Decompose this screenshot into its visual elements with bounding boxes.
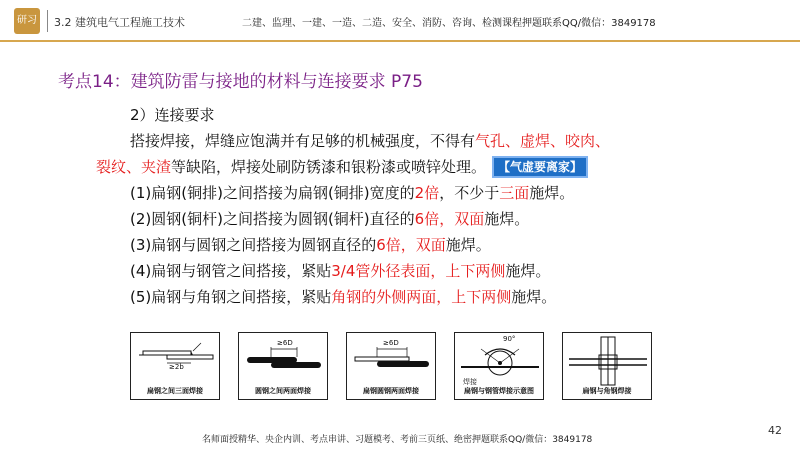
mnemonic-tag: 【气虚要离家】 [492,156,588,178]
diagram-caption: 扁钢与角钢焊接 [582,387,632,395]
header-rule [0,40,800,42]
rule-item-3 [96,232,656,258]
rule-text: 施焊。 [445,236,491,254]
rule-text: 施焊。 [529,184,575,202]
diagram-flat-angle [562,332,652,400]
weld-label: 焊接 [463,378,477,386]
contact-banner: 二建、监理、一建、一造、二造、安全、消防、咨询、检测课程押题联系QQ/微信：3849178 [242,18,656,29]
intro-line-2 [96,154,656,180]
subtitle: 2）连接要求 [130,106,215,124]
defect-list-highlight: 气孔、虚焊、咬肉、 [475,132,611,150]
diagram-flat-flat [130,332,220,400]
rule-highlight: 三面 [499,184,530,202]
diagram-caption: 圆钢之间两面焊接 [255,387,311,395]
diagram-flat-pipe [454,332,544,400]
rule-highlight: 3/4管外径表面，上下两侧 [331,262,506,280]
intro-text-2: 等缺陷，焊接处刷防锈漆和银粉漆或喷锌处理。 [171,158,487,176]
footer-contact: 名师面授精华、央企内训、考点串讲、习题模考、考前三页纸、绝密押题联系QQ/微信：3849178 [202,435,593,445]
rule-highlight: 6倍，双面 [414,210,485,228]
overlap-dimension: ≥6D [277,339,293,347]
rule-item-2 [96,206,656,232]
brand-logo: 研习 [14,8,40,34]
header-bar [0,0,800,44]
rule-item-1 [96,180,656,206]
content-body [96,102,656,310]
rule-text: (5)扁钢与角钢之间搭接，紧贴 [130,288,332,306]
welding-diagrams [130,332,650,402]
rule-highlight: 角钢的外侧两面，上下两侧 [331,288,512,306]
rule-text: ，不少于 [439,184,500,202]
rule-text: 施焊。 [505,262,551,280]
defect-list-highlight-2: 裂纹、夹渣 [96,158,172,176]
intro-line-1 [96,128,656,154]
diagram-caption: 扁钢圆钢两面焊接 [363,387,419,395]
overlap-dimension: ≥6D [383,339,399,347]
diagram-round-round [238,332,328,400]
diagram-flat-round [346,332,436,400]
rule-text: (2)圆钢(铜杆)之间搭接为圆钢(铜杆)直径的 [130,210,415,228]
header-divider [47,10,48,32]
page-heading: 考点14：建筑防雷与接地的材料与连接要求 P75 [58,72,423,92]
section-title: 3.2 建筑电气工程施工技术 [54,16,185,29]
rule-text: (1)扁钢(铜排)之间搭接为扁钢(铜排)宽度的 [130,184,415,202]
rule-highlight: 2倍 [414,184,440,202]
intro-text: 搭接焊接，焊缝应饱满并有足够的机械强度，不得有 [130,132,476,150]
rule-text: (4)扁钢与钢管之间搭接，紧贴 [130,262,332,280]
rule-text: 施焊。 [511,288,557,306]
page-number: 42 [768,424,782,437]
diagram-caption: 扁钢与钢管焊接示意图 [464,387,534,395]
rule-item-4 [96,258,656,284]
rule-text: (3)扁钢与圆钢之间搭接为圆钢直径的 [130,236,377,254]
rule-item-5 [96,284,656,310]
rule-text: 施焊。 [484,210,530,228]
rule-highlight: 6倍，双面 [376,236,446,254]
overlap-dimension: ≥2b [169,363,184,371]
diagram-caption: 扁钢之间三面焊接 [147,387,203,395]
angle-label: 90° [503,335,516,343]
